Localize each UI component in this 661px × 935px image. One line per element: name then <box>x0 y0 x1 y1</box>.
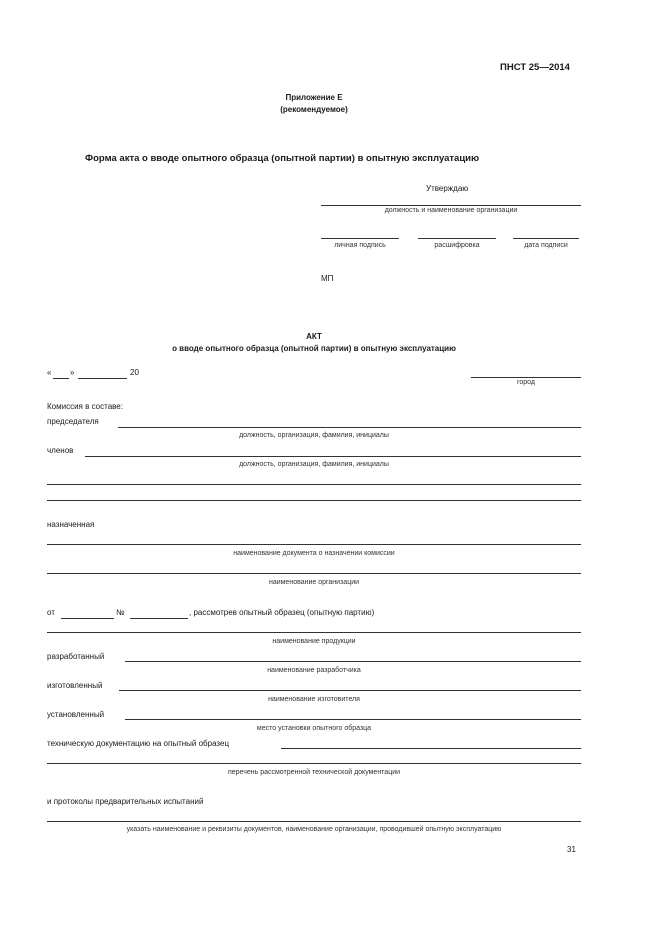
manufacturer-line <box>119 690 581 691</box>
date-year: 20 <box>130 368 139 377</box>
manufactured-label: изготовленный <box>47 681 103 690</box>
installed-label: установленный <box>47 710 105 719</box>
commission-intro: Комиссия в составе: <box>47 402 123 411</box>
product-caption: наименование продукции <box>272 638 356 645</box>
form-title: Форма акта о вводе опытного образца (опытной партии) в опытную эксплуатацию <box>85 153 480 164</box>
installation-caption: место установки опытного образца <box>256 725 372 732</box>
from-date-line <box>61 618 114 619</box>
date-month-line <box>78 378 127 379</box>
appointed-org-caption: наименование организации <box>268 579 360 586</box>
date-caption: дата подписи <box>524 242 568 249</box>
appendix-title: Приложение Е <box>285 93 343 102</box>
product-line <box>47 632 581 633</box>
members-extra-line-1 <box>47 484 581 485</box>
members-label: членов <box>47 446 74 455</box>
chairman-line <box>118 427 581 428</box>
date-close-quote: » <box>70 368 75 377</box>
date-open-quote: « <box>47 368 52 377</box>
members-caption: должность, организация, фамилия, инициалы <box>239 461 389 468</box>
number-line <box>130 618 188 619</box>
installation-line <box>125 719 581 720</box>
city-caption: город <box>516 379 535 386</box>
members-extra-line-2 <box>47 500 581 501</box>
techdoc-label: техническую документацию на опытный образец <box>47 739 230 748</box>
approval-org-caption: должность и наименование организации <box>384 207 518 214</box>
members-line <box>85 456 581 457</box>
decoding-line <box>418 238 496 239</box>
protocols-label: и протоколы предварительных испытаний <box>47 797 204 806</box>
standard-id: ПНСТ 25—2014 <box>500 62 570 73</box>
appointed-org-line <box>47 573 581 574</box>
chairman-caption: должность, организация, фамилия, инициалы <box>239 432 389 439</box>
approval-org-line <box>321 205 581 206</box>
developer-caption: наименование разработчика <box>267 667 361 674</box>
appointed-doc-caption: наименование документа о назначении комиссии <box>233 550 395 557</box>
act-title: АКТ <box>306 332 322 341</box>
developer-line <box>125 661 581 662</box>
signature-line <box>321 238 399 239</box>
protocols-line <box>47 821 581 822</box>
techdoc-line-2 <box>47 763 581 764</box>
techdoc-caption: перечень рассмотренной технической документации <box>227 769 401 776</box>
date-day-line <box>53 378 69 379</box>
protocols-caption: указать наименование и реквизиты документов, наименование организации, проводившей опытную эксплуатацию <box>126 826 502 833</box>
act-subtitle: о вводе опытного образца (опытной партии) в опытную эксплуатацию <box>172 344 456 353</box>
appendix-subtitle: (рекомендуемое) <box>280 105 348 114</box>
manufacturer-caption: наименование изготовителя <box>268 696 360 703</box>
approval-label: Утверждаю <box>426 184 469 193</box>
signature-caption: личная подпись <box>334 242 386 249</box>
appointed-doc-line <box>47 544 581 545</box>
page-number: 31 <box>567 845 576 854</box>
seal-label: МП <box>321 274 334 283</box>
developed-label: разработанный <box>47 652 105 661</box>
chairman-label: председателя <box>47 417 99 426</box>
date-line <box>513 238 579 239</box>
decoding-caption: расшифровка <box>434 242 480 249</box>
appointed-label: назначенная <box>47 520 95 529</box>
number-label: № <box>116 608 125 617</box>
techdoc-line-1 <box>281 748 581 749</box>
from-label: от <box>47 608 55 617</box>
considered-text: , рассмотрев опытный образец (опытную партию) <box>189 608 375 617</box>
city-line <box>471 377 581 378</box>
